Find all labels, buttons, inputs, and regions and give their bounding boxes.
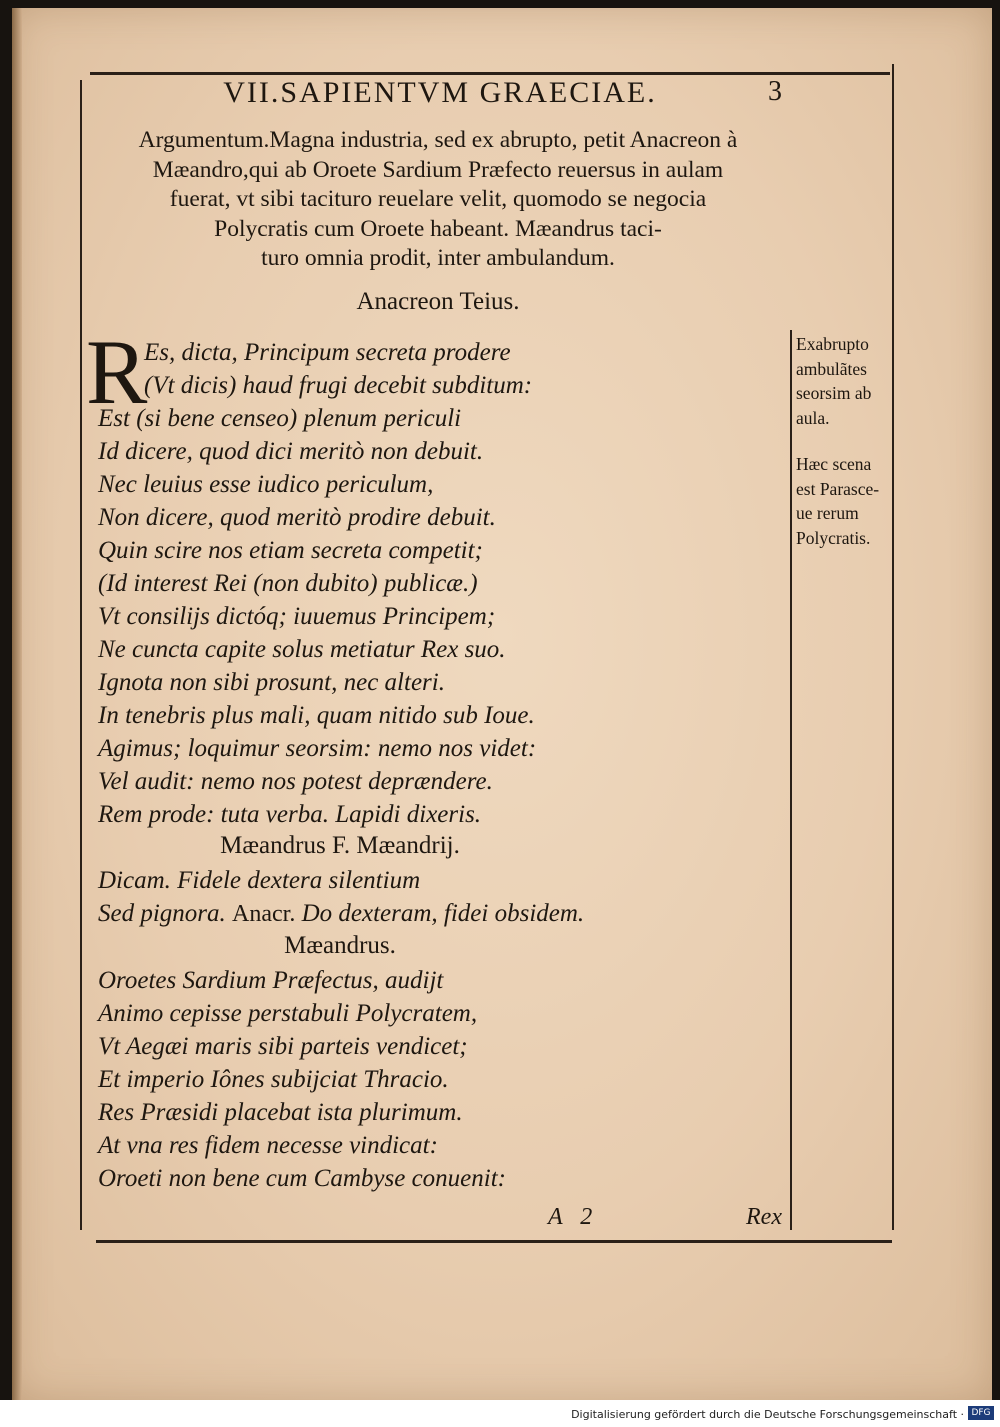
drop-cap: R [86, 321, 148, 423]
marginal-note-1 [796, 332, 908, 430]
verse-line-end: Do dexteram, fidei obsidem. [301, 900, 585, 927]
verse-line: Ignota non sibi prosunt, nec alteri. [98, 669, 445, 696]
dfg-logo: DFG [968, 1406, 994, 1420]
verse-line: Agimus; loquimur seorsim: nemo nos videt: [98, 735, 537, 762]
marginal-line: ambulãtes [796, 358, 867, 379]
bottom-rule [96, 1240, 892, 1243]
marginal-note-2 [796, 452, 908, 550]
speaker-inline-anacreon: Anacr. [232, 901, 296, 927]
page-edge [12, 8, 22, 1400]
verse-line: Oroetes Sardium Præfectus, audijt [98, 967, 444, 994]
marginal-line: ue rerum [796, 503, 859, 523]
verse-block-2 [98, 864, 798, 930]
argument-line: turo omnia prodit, inter ambulandum. [261, 245, 615, 271]
verse-line: Est (si bene censeo) plenum periculi [98, 405, 462, 432]
argument-paragraph [78, 126, 798, 274]
marginal-line: Exabrupto [796, 334, 869, 354]
speaker-heading-anacreon: Anacreon Teius. [356, 288, 520, 315]
verse-block-3 [98, 964, 798, 1195]
signature-mark: A 2 [548, 1204, 593, 1230]
verse-line: (Id interest Rei (non dubito) publicæ.) [98, 570, 478, 597]
catchword: Rex [746, 1204, 782, 1230]
digitization-credit: Digitalisierung gefördert durch die Deutsche Forschungsgemeinschaft · [571, 1408, 964, 1421]
running-head: VII.SAPIENTVM GRAECIAE. [223, 76, 657, 109]
verse-line: Vt Aegæi maris sibi parteis vendicet; [98, 1033, 468, 1060]
verse-block-1 [98, 336, 798, 831]
marginal-line: Polycratis. [796, 527, 871, 548]
verse-line [98, 897, 798, 930]
verse-line: Res Præsidi placebat ista plurimum. [98, 1099, 463, 1126]
marginal-line: seorsim ab [796, 383, 872, 403]
verse-line: Et imperio Iônes subijciat Thracio. [98, 1066, 449, 1093]
verse-line: (Vt dicis) haud frugi decebit subditum: [144, 372, 533, 399]
verse-line: Vel audit: nemo nos potest deprændere. [98, 768, 493, 795]
verse-line: Animo cepisse perstabuli Polycratem, [98, 1000, 478, 1027]
verse-line: In tenebris plus mali, quam nitido sub Ioue. [98, 702, 535, 729]
verse-line: Es, dicta, Principum secreta prodere [144, 339, 511, 366]
marginal-line: Hæc scena [796, 454, 872, 474]
verse-line: Dicam. Fidele dextera silentium [98, 867, 421, 894]
verse-line: At vna res fidem necesse vindicat: [98, 1132, 438, 1159]
argument-line: Mæandro,qui ab Oroete Sardium Præfecto reuersus in aulam [152, 156, 724, 183]
argument-line: Argumentum.Magna industria, sed ex abrupto, petit Anacreon à [138, 127, 738, 153]
verse-line: Non dicere, quod meritò prodire debuit. [98, 504, 496, 531]
speaker-heading-maeandrus: Mæandrus. [284, 932, 396, 959]
marginal-line: est Parasce- [796, 478, 880, 499]
argument-line: fuerat, vt sibi tacituro reuelare velit, quomodo se negocia [169, 186, 707, 212]
page-number: 3 [768, 76, 782, 107]
marginal-line: aula. [796, 407, 830, 428]
verse-line: Nec leuius esse iudico periculum, [98, 471, 434, 498]
verse-line: Oroeti non bene cum Cambyse conuenit: [98, 1165, 506, 1192]
verse-line: Ne cuncta capite solus metiatur Rex suo. [98, 636, 506, 663]
verse-line-start: Sed pignora. [98, 900, 226, 927]
verse-line: Rem prode: tuta verba. Lapidi dixeris. [98, 801, 482, 828]
argument-line: Polycratis cum Oroete habeant. Mæandrus taci- [214, 215, 662, 242]
top-rule [90, 72, 890, 75]
verse-line: Vt consilijs dictóq; iuuemus Principem; [98, 603, 496, 630]
verse-line: Quin scire nos etiam secreta competit; [98, 537, 483, 564]
right-rule [892, 64, 894, 1230]
verse-line: Id dicere, quod dici meritò non debuit. [98, 438, 484, 465]
speaker-heading-maeandrus-son: Mæandrus F. Mæandrij. [220, 832, 460, 859]
